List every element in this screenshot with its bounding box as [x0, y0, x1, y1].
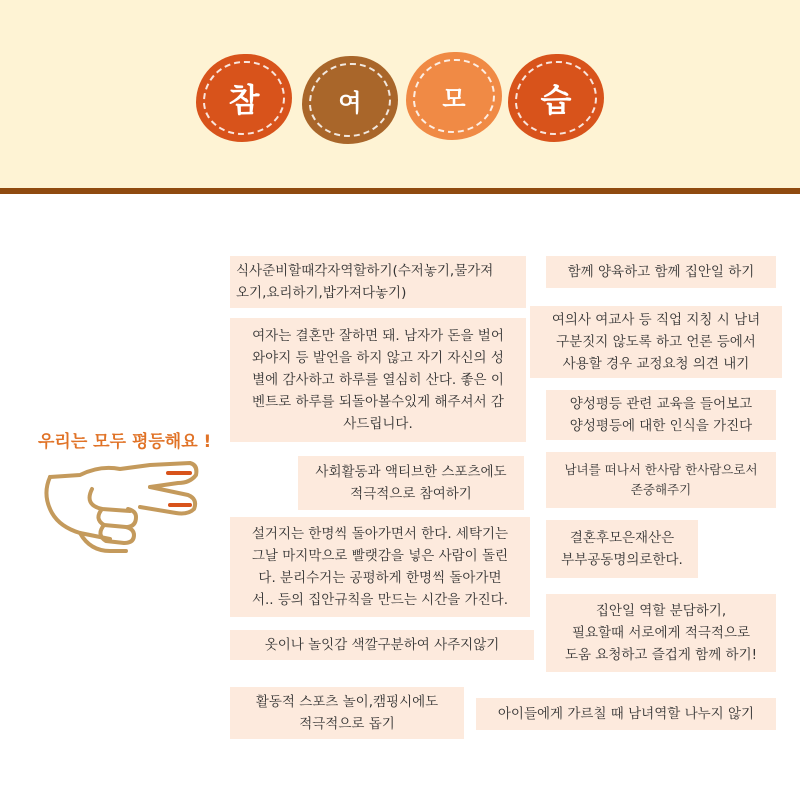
title-blob-2: [302, 56, 398, 144]
card-line: 별에 감사하고 하루를 열심히 산다. 좋은 이: [252, 372, 504, 388]
card-clothes-colors: [230, 630, 534, 660]
title-char-3: 모: [442, 84, 466, 113]
card-line: 아이들에게 가르칠 때 남녀역할 나누지 않기: [497, 706, 755, 722]
card-line: 오기,요리하기,밥가져다놓기): [236, 285, 407, 301]
card-line: 활동적 스포츠 놀이,캠핑시에도: [255, 694, 439, 710]
title-char-1: 참: [228, 81, 260, 119]
card-line: 필요할때 서로에게 적극적으로: [571, 625, 751, 641]
card-text: [552, 309, 760, 375]
card-line: 와야지 등 발언을 하지 않고 자기 자신의 성: [252, 350, 504, 366]
card-sports-camping: [230, 687, 464, 739]
card-chore-sharing: [546, 594, 776, 672]
card-line: 양성평등에 대한 인식을 가진다: [569, 418, 753, 434]
card-line: 결혼후모은재산은: [569, 530, 675, 546]
card-line: 적극적으로 참여하기: [350, 486, 472, 502]
card-house-rules: [230, 517, 530, 617]
card-text: [236, 260, 493, 304]
card-line: 식사준비할때각자역할하기(수저놓기,물가져: [236, 263, 494, 279]
card-equality-education: [546, 390, 776, 440]
header-banner: [0, 0, 800, 188]
card-line: 서.. 등의 집안규칙을 만드는 시간을 가진다.: [251, 592, 508, 608]
title-blob-3: [406, 52, 502, 140]
card-line: 벤트로 하루를 되돌아볼수있게 해주셔서 감: [252, 394, 504, 410]
card-line: 사회활동과 액티브한 스포츠에도: [315, 464, 507, 480]
card-line: 설거지는 한명씩 돌아가면서 한다. 세탁기는: [251, 526, 509, 542]
card-line: 함께 양육하고 함께 집안일 하기: [567, 264, 755, 280]
card-respect-individuals: [546, 452, 776, 508]
card-text: [265, 634, 500, 656]
card-text: [568, 261, 755, 283]
card-line: 부부공동명의로한다.: [561, 552, 683, 568]
title-char-4: 습: [540, 81, 572, 119]
card-line: 그날 마지막으로 빨랫감을 넣은 사람이 돌린: [251, 548, 509, 564]
card-line: 여자는 결혼만 잘하면 돼. 남자가 돈을 벌어: [252, 328, 504, 344]
card-text: [561, 527, 683, 571]
card-text: [252, 523, 508, 611]
card-social-activity: [298, 456, 524, 510]
card-text: [315, 461, 506, 505]
card-teaching-children: [476, 698, 776, 730]
card-line: 옷이나 놀잇감 색깔구분하여 사주지않기: [264, 637, 500, 653]
peace-hand-icon: [40, 455, 200, 565]
card-text: [498, 703, 754, 725]
card-line: 다. 분리수거는 공평하게 한명씩 돌아가면: [258, 570, 502, 586]
card-line: 도움 요청하고 즐겁게 함께 하기!: [564, 647, 758, 663]
card-line: 존중해주기: [630, 482, 692, 497]
card-text: [564, 460, 757, 500]
card-joint-property: [546, 520, 698, 578]
card-line: 사용할 경우 교정요청 의견 내기: [562, 356, 750, 372]
card-text: [565, 600, 757, 666]
card-job-titles: [530, 306, 782, 378]
card-line: 적극적으로 돕기: [299, 716, 395, 732]
card-shared-parenting: [546, 256, 776, 288]
card-line: 집안일 역할 분담하기,: [595, 603, 727, 619]
card-line: 여의사 여교사 등 직업 지칭 시 남녀: [551, 312, 761, 328]
card-line: 양성평등 관련 교육을 들어보고: [569, 396, 753, 412]
card-line: 구분짓지 않도록 하고 언론 등에서: [556, 334, 756, 350]
slogan-text: 우리는 모두 평등해요 !: [38, 432, 212, 452]
header-divider: [0, 188, 800, 194]
title-blob-4: [508, 54, 604, 142]
card-text: [570, 393, 752, 437]
card-line: 사드립니다.: [343, 416, 413, 432]
card-meal-prep: [230, 256, 526, 308]
title-char-2: 여: [338, 88, 362, 117]
card-line: 남녀를 떠나서 한사람 한사람으로서: [564, 462, 758, 477]
card-gender-remarks: [230, 318, 526, 442]
card-text: [256, 691, 438, 735]
card-text: [252, 325, 504, 435]
title-blob-1: [196, 54, 292, 142]
